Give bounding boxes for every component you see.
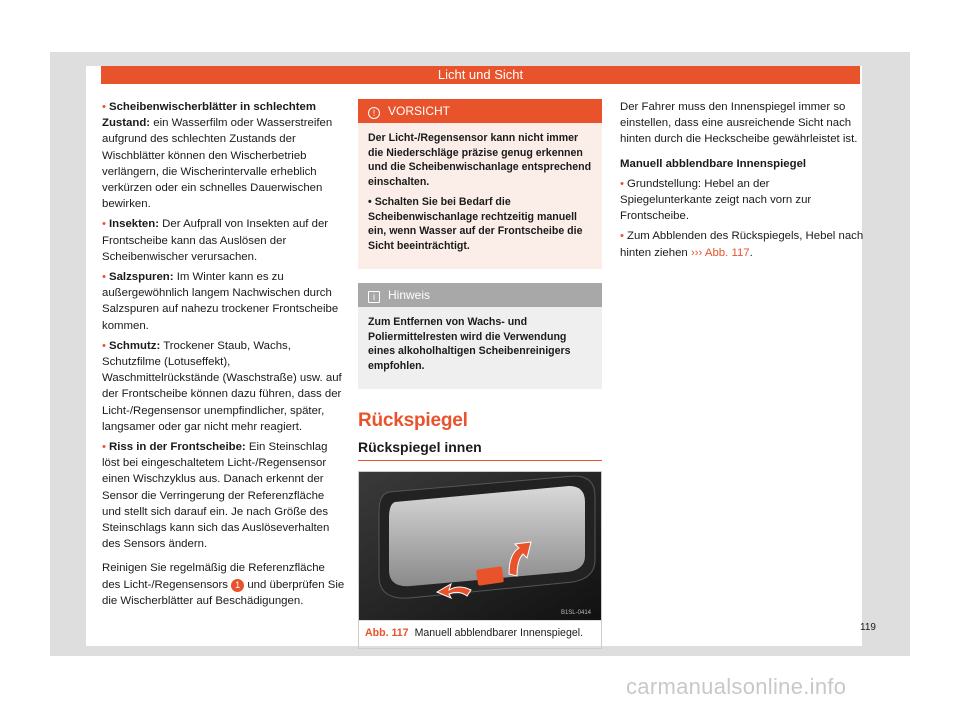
list-item: • Salzspuren: Im Winter kann es zu außergewöhnlich langem Nachwischen durch Salzspuren auf nahezu trockener Frontscheibe kommen. [102,271,339,332]
column-middle [358,99,602,649]
bullet-icon: • [620,230,624,243]
note-body: Zum Entfernen von Wachs- und Poliermittelresten wird die Verwendung eines alkoholhaltigen Scheibenreinigers empfohlen. [368,316,571,372]
section-title: Rückspiegel [358,410,468,431]
section-header: Licht und Sicht [101,66,860,84]
rearview-mirror-image [359,472,601,620]
list-item: • Zum Abblenden des Rückspiegels, Hebel nach hinten ziehen ››› Abb. 117. [620,230,864,259]
list-item: • Riss in der Frontscheibe: Ein Steinschlag löst bei eingeschaltetem Licht-/Regensensor einen Wischzyklus aus. Danach erkennt der Sensor die Verringerung der Referenzfläche und stellt sich darauf ein. Je nach Größe des Steinschlags kann sich das Auslöseverhalten des Sensors ändern. [102,441,330,551]
bullet-icon: • [102,218,106,231]
watermark: carmanualsonline.info [626,674,847,699]
bullet-icon: • [102,101,106,113]
caution-box [358,99,602,269]
bullet-icon: • [620,177,624,190]
subsection-title: Rückspiegel innen [358,439,602,461]
figure-link[interactable]: ››› Abb. 117 [690,246,750,259]
note-header: i Hinweis [358,283,602,307]
bullet-icon: • [102,271,106,284]
column-right [620,99,864,265]
reference-number-badge: 1 [231,579,244,592]
figure [358,471,602,648]
warning-icon: ! [368,107,380,119]
caution-header: ! VORSICHT [358,99,602,123]
column-left [102,99,346,613]
bullet-icon: • [102,339,106,352]
info-icon: i [368,291,380,303]
bullet-icon: • [102,441,106,454]
bullet-icon: • [368,196,372,208]
figure-code: B1SL-0414 [560,610,591,617]
list-item: • Schmutz: Trockener Staub, Wachs, Schutzfilme (Lotuseffekt), Waschmittelrückstände (Waschstraße) usw. auf der Frontscheibe können dazu führen, dass der Licht-/Regensensor unempfindlicher, später, langsamer oder gar nicht mehr reagiert. [102,339,342,433]
list-item: • Grundstellung: Hebel an der Spiegelunterkante zeigt nach vorn zur Frontscheibe. [620,177,812,223]
list-item: • Scheibenwischerblätter in schlechtem Zustand: ein Wasserfilm oder Wasserstreifen aufgrund des schlechten Zustands der Wischblätter können den Wischerbetrieb verlängern, die Wischerintervalle erheblich verkürzen oder ein schnelles Dauerwischen bewirken. [102,101,333,211]
caution-body: Der Licht-/Regensensor kann nicht immer die Niederschläge präzise genug erkennen und die Scheibenwischanlage entsprechend einschalten. • Schalten Sie bei Bedarf die Scheibenwischanlage rechtzeitig manuell ein, wenn Wasser auf der Frontscheibe die Sicht beeinträchtigt. [368,132,592,252]
subheading: Manuell abblendbare Innenspiegel [620,157,807,170]
list-item: • Insekten: Der Aufprall von Insekten auf der Frontscheibe kann das Auslösen der Scheibenwischer verursachen. [102,218,329,263]
page-number: 119 [860,622,876,633]
note-box [358,283,602,389]
closing-paragraph: Reinigen Sie regelmäßig die Referenzfläche des Licht-/Regensensors 1 und überprüfen Sie die Wischerblätter auf Beschädigungen. [102,562,345,607]
figure-caption: Abb. 117 Manuell abblendbarer Innenspiegel. [359,620,601,647]
intro-paragraph: Der Fahrer muss den Innenspiegel immer so einstellen, dass eine ausreichende Sicht nach hinten durch die Heckscheibe gewährleistet ist. [620,101,858,146]
